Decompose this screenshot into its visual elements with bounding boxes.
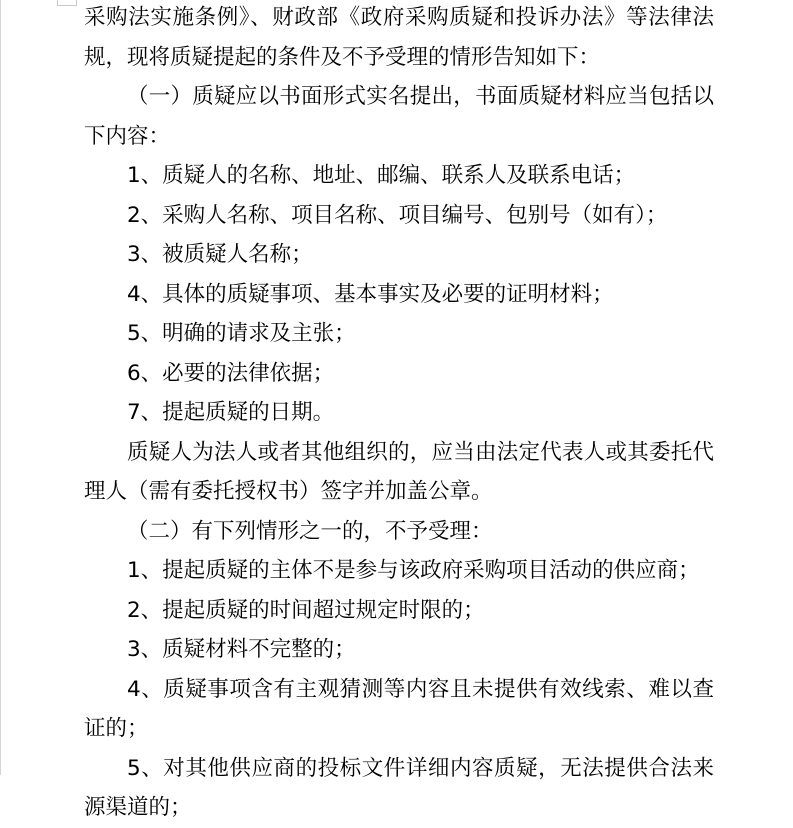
list-item-1-2: 2、采购人名称、项目名称、项目编号、包别号（如有）； bbox=[127, 202, 668, 228]
list-item-1-1: 1、质疑人的名称、地址、邮编、联系人及联系电话； bbox=[127, 163, 636, 188]
list-item-1-5: 5、明确的请求及主张； bbox=[127, 321, 356, 346]
paragraph-continuation: 采购法实施条例》、财政部《政府采购质疑和投诉办法》等法律法规，现将质疑提起的条件及不予受理的情形告知如下： bbox=[84, 5, 714, 70]
paragraph-section-1-heading: （一）质疑应以书面形式实名提出，书面质疑材料应当包括以下内容： bbox=[84, 84, 714, 149]
list-item-2-5: 5、对其他供应商的投标文件详细内容质疑，无法提供合法来源渠道的； bbox=[84, 755, 714, 820]
document-body bbox=[84, 0, 714, 828]
list-item-1-7: 7、提起质疑的日期。 bbox=[127, 400, 335, 425]
page-boundary-marker bbox=[57, 0, 77, 6]
list-item-1-4: 4、具体的质疑事项、基本事实及必要的证明材料； bbox=[127, 281, 614, 307]
list-item-1-6: 6、必要的法律依据； bbox=[127, 360, 335, 386]
list-item-2-4: 4、质疑事项含有主观猜测等内容且未提供有效线索、难以查证的； bbox=[84, 676, 714, 741]
paragraph-legal-person: 质疑人为法人或者其他组织的，应当由法定代表人或其委托代理人（需有委托授权书）签字并加盖公章。 bbox=[84, 439, 714, 504]
list-item-1-3: 3、被质疑人名称； bbox=[127, 242, 313, 267]
list-item-2-3: 3、质疑材料不完整的； bbox=[127, 637, 356, 662]
page-edge-line bbox=[0, 0, 1, 775]
list-item-2-2: 2、提起质疑的时间超过规定时限的； bbox=[127, 597, 485, 623]
paragraph-section-2-heading: （二）有下列情形之一的，不予受理： bbox=[127, 518, 493, 544]
list-item-2-1: 1、提起质疑的主体不是参与该政府采购项目活动的供应商； bbox=[127, 558, 700, 583]
